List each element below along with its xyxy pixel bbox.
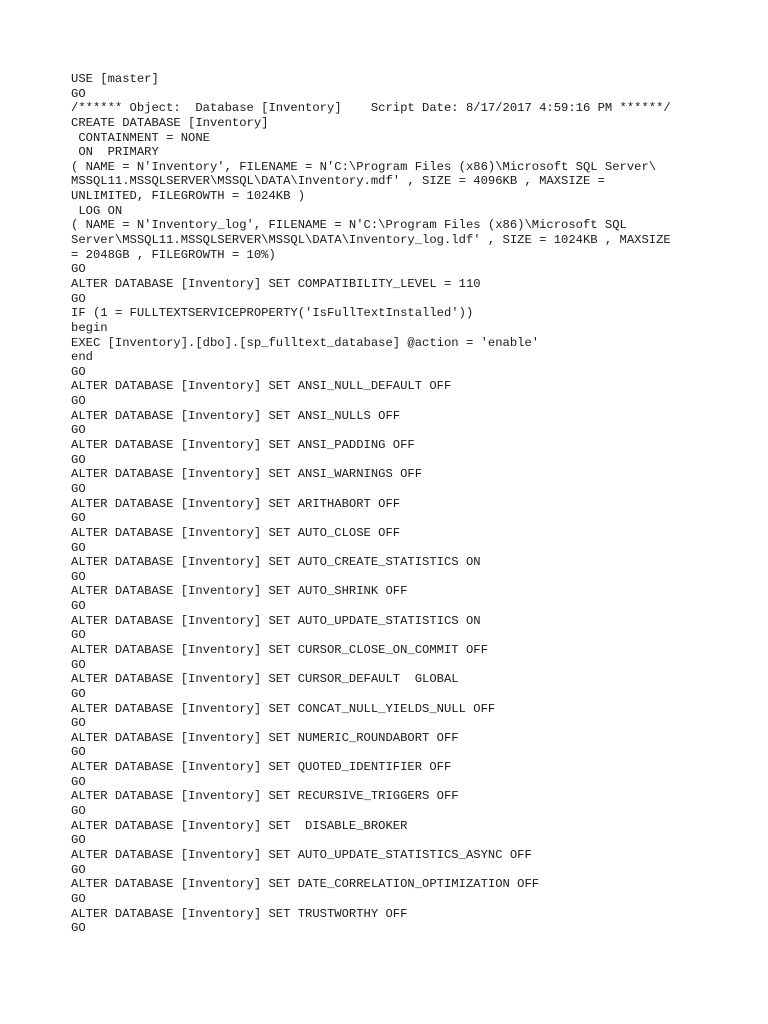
code-line: GO bbox=[71, 716, 86, 731]
code-line: ALTER DATABASE [Inventory] SET NUMERIC_ROUNDABORT OFF bbox=[71, 730, 459, 745]
code-line: GO bbox=[71, 481, 86, 496]
code-line: ALTER DATABASE [Inventory] SET AUTO_UPDATE_STATISTICS_ASYNC OFF bbox=[71, 847, 532, 862]
code-line: ALTER DATABASE [Inventory] SET RECURSIVE_TRIGGERS OFF bbox=[71, 789, 459, 804]
code-line: ALTER DATABASE [Inventory] SET DATE_CORRELATION_OPTIMIZATION OFF bbox=[71, 877, 540, 892]
code-line: GO bbox=[71, 657, 86, 672]
code-line: ALTER DATABASE [Inventory] SET CONCAT_NULL_YIELDS_NULL OFF bbox=[71, 701, 496, 716]
code-line: GO bbox=[71, 569, 86, 584]
sql-script-body bbox=[71, 72, 711, 936]
code-line: ALTER DATABASE [Inventory] SET QUOTED_IDENTIFIER OFF bbox=[71, 760, 452, 775]
code-line: CONTAINMENT = NONE bbox=[71, 130, 210, 145]
code-line: ALTER DATABASE [Inventory] SET ANSI_PADDING OFF bbox=[71, 438, 415, 453]
code-line: CREATE DATABASE [Inventory] bbox=[71, 115, 269, 130]
code-line: GO bbox=[71, 804, 86, 819]
code-line: GO bbox=[71, 628, 86, 643]
code-line: EXEC [Inventory].[dbo].[sp_fulltext_database] @action = 'enable' bbox=[71, 335, 540, 350]
code-line: GO bbox=[71, 833, 86, 848]
code-line: ( NAME = N'Inventory', FILENAME = N'C:\Program Files (x86)\Microsoft SQL Server\ bbox=[71, 159, 657, 174]
code-line: = 2048GB , FILEGROWTH = 10%) bbox=[71, 247, 276, 262]
code-line: GO bbox=[71, 921, 86, 936]
code-line: ALTER DATABASE [Inventory] SET COMPATIBILITY_LEVEL = 110 bbox=[71, 276, 481, 291]
code-line: GO bbox=[71, 774, 86, 789]
code-line: GO bbox=[71, 599, 86, 614]
code-line: UNLIMITED, FILEGROWTH = 1024KB ) bbox=[71, 189, 306, 204]
code-line: GO bbox=[71, 891, 86, 906]
code-line: ON PRIMARY bbox=[71, 145, 159, 160]
code-line: USE [master] bbox=[71, 72, 159, 86]
code-line: GO bbox=[71, 364, 86, 379]
code-line: ALTER DATABASE [Inventory] SET AUTO_UPDATE_STATISTICS ON bbox=[71, 613, 481, 628]
code-line: MSSQL11.MSSQLSERVER\MSSQL\DATA\Inventory.mdf' , SIZE = 4096KB , MAXSIZE = bbox=[71, 174, 605, 189]
code-line: GO bbox=[71, 745, 86, 760]
code-line: Server\MSSQL11.MSSQLSERVER\MSSQL\DATA\Inventory_log.ldf' , SIZE = 1024KB , MAXSIZE bbox=[71, 233, 671, 248]
code-line: ALTER DATABASE [Inventory] SET AUTO_CLOSE OFF bbox=[71, 525, 401, 540]
code-line: GO bbox=[71, 423, 86, 438]
code-line: ALTER DATABASE [Inventory] SET DISABLE_BROKER bbox=[71, 818, 408, 833]
code-line: GO bbox=[71, 262, 86, 277]
code-line: begin bbox=[71, 320, 108, 335]
code-line: ALTER DATABASE [Inventory] SET CURSOR_DEFAULT GLOBAL bbox=[71, 672, 459, 687]
code-line: ALTER DATABASE [Inventory] SET AUTO_SHRINK OFF bbox=[71, 584, 408, 599]
code-line: GO bbox=[71, 291, 86, 306]
code-line: GO bbox=[71, 86, 86, 101]
code-line: /****** Object: Database [Inventory] Script Date: 8/17/2017 4:59:16 PM ******/ bbox=[71, 101, 671, 116]
code-line: ALTER DATABASE [Inventory] SET CURSOR_CLOSE_ON_COMMIT OFF bbox=[71, 642, 488, 657]
code-line: ALTER DATABASE [Inventory] SET ANSI_NULLS OFF bbox=[71, 408, 401, 423]
code-line: LOG ON bbox=[71, 203, 123, 218]
code-line: GO bbox=[71, 686, 86, 701]
code-line: GO bbox=[71, 394, 86, 409]
code-line: GO bbox=[71, 511, 86, 526]
code-line: GO bbox=[71, 862, 86, 877]
code-line: GO bbox=[71, 452, 86, 467]
code-line: end bbox=[71, 350, 93, 365]
code-line: IF (1 = FULLTEXTSERVICEPROPERTY('IsFullTextInstalled')) bbox=[71, 306, 474, 321]
code-line: ALTER DATABASE [Inventory] SET ANSI_NULL_DEFAULT OFF bbox=[71, 379, 452, 394]
code-line: ALTER DATABASE [Inventory] SET ARITHABORT OFF bbox=[71, 496, 401, 511]
code-line: GO bbox=[71, 540, 86, 555]
code-line: ALTER DATABASE [Inventory] SET ANSI_WARNINGS OFF bbox=[71, 467, 423, 482]
code-line: ( NAME = N'Inventory_log', FILENAME = N'C:\Program Files (x86)\Microsoft SQL bbox=[71, 218, 627, 233]
code-line: ALTER DATABASE [Inventory] SET AUTO_CREATE_STATISTICS ON bbox=[71, 555, 481, 570]
code-line: ALTER DATABASE [Inventory] SET TRUSTWORTHY OFF bbox=[71, 906, 408, 921]
